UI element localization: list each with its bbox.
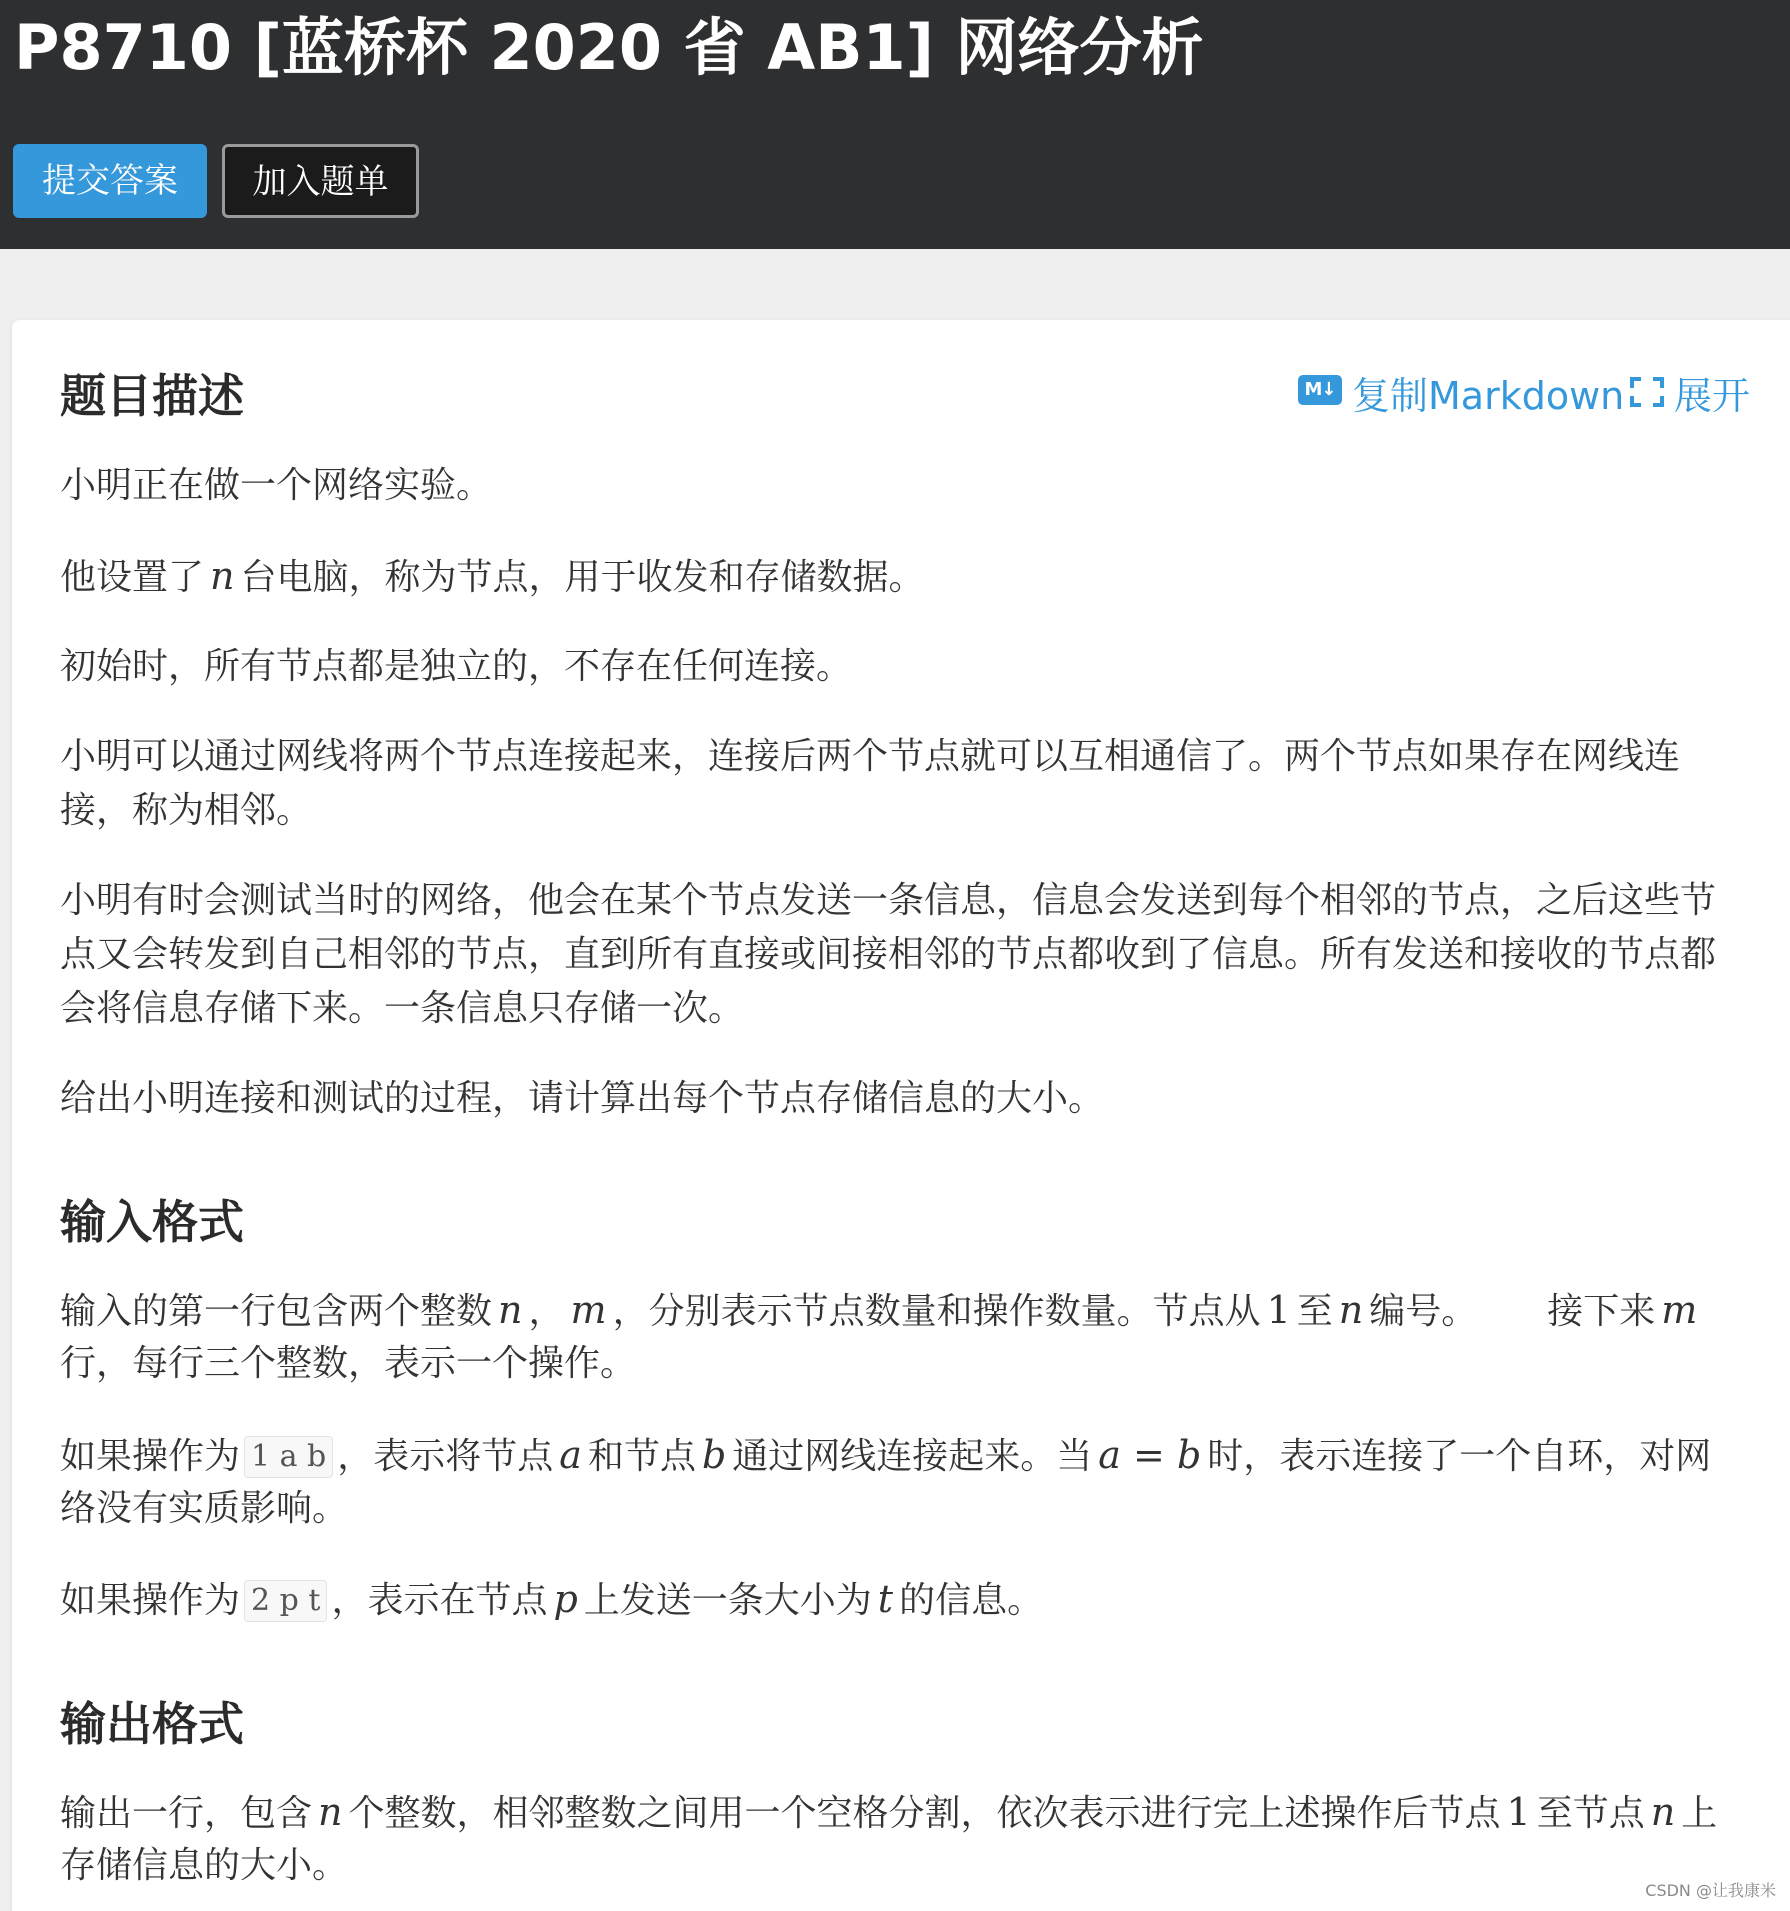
code-op1: 1 a b xyxy=(244,1436,333,1478)
description-paragraph-5-line-1: 小明有时会测试当时的网络，他会在某个节点发送一条信息，信息会发送到每个相邻的节点，之后这些节 xyxy=(60,880,1717,921)
add-to-list-button[interactable]: 加入题单 xyxy=(222,144,419,218)
problem-header xyxy=(0,0,1790,249)
description-paragraph-3: 初始时，所有节点都是独立的，不存在任何连接。 xyxy=(60,646,853,687)
input-format-heading: 输入格式 xyxy=(60,1195,244,1249)
description-paragraph-5-line-2: 点又会转发到自己相邻的节点，直到所有直接或间接相邻的节点都收到了信息。所有发送和接收的节点都 xyxy=(60,934,1717,975)
description-paragraph-4-line-2: 接，称为相邻。 xyxy=(60,790,313,831)
operation-1-line-1: 如果操作为 1 a b ，表示将节点 a 和节点 b 通过网线连接起来。当 a = b 时，表示连接了一个自环，对网 xyxy=(60,1433,1712,1477)
operation-1-line-2: 络没有实质影响。 xyxy=(60,1488,349,1529)
description-heading: 题目描述 xyxy=(60,369,244,423)
description-paragraph-1: 小明正在做一个网络实验。 xyxy=(60,465,493,506)
description-paragraph-5-line-3: 会将信息存储下来。一条信息只存储一次。 xyxy=(60,988,745,1029)
output-line-2: 存储信息的大小。 xyxy=(60,1845,349,1886)
input-line-2: 行，每行三个整数，表示一个操作。 xyxy=(60,1343,637,1384)
markdown-icon: M↓ xyxy=(1298,375,1342,405)
output-format-heading: 输出格式 xyxy=(60,1697,244,1751)
expand-icon xyxy=(1630,377,1664,407)
description-paragraph-2: 他设置了 n 台电脑，称为节点，用于收发和存储数据。 xyxy=(60,554,925,598)
description-paragraph-6: 给出小明连接和测试的过程，请计算出每个节点存储信息的大小。 xyxy=(60,1078,1105,1119)
description-paragraph-4-line-1: 小明可以通过网线将两个节点连接起来，连接后两个节点就可以互相通信了。两个节点如果存在网线连 xyxy=(60,736,1681,777)
copy-markdown-link[interactable] xyxy=(1298,366,1624,426)
operation-2: 如果操作为 2 p t ，表示在节点 p 上发送一条大小为 t 的信息。 xyxy=(60,1577,1044,1621)
math-n: n xyxy=(210,554,235,598)
input-line-1: 输入的第一行包含两个整数 n ， m ，分别表示节点数量和操作数量。节点从 1 至 n 编号。 接下来 m xyxy=(60,1288,1698,1332)
expand-label: 展开 xyxy=(1674,374,1751,418)
copy-markdown-label: 复制Markdown xyxy=(1352,374,1625,418)
submit-answer-button[interactable]: 提交答案 xyxy=(13,144,207,218)
output-line-1: 输出一行，包含 n 个整数，相邻整数之间用一个空格分割，依次表示进行完上述操作后节点 1 至节点 n 上 xyxy=(60,1790,1718,1834)
expand-link[interactable] xyxy=(1630,366,1750,426)
code-op2: 2 p t xyxy=(244,1580,327,1622)
watermark: CSDN @让我康米 xyxy=(1645,1881,1776,1900)
problem-title: P8710 [蓝桥杯 2020 省 AB1] 网络分析 xyxy=(14,11,1204,84)
